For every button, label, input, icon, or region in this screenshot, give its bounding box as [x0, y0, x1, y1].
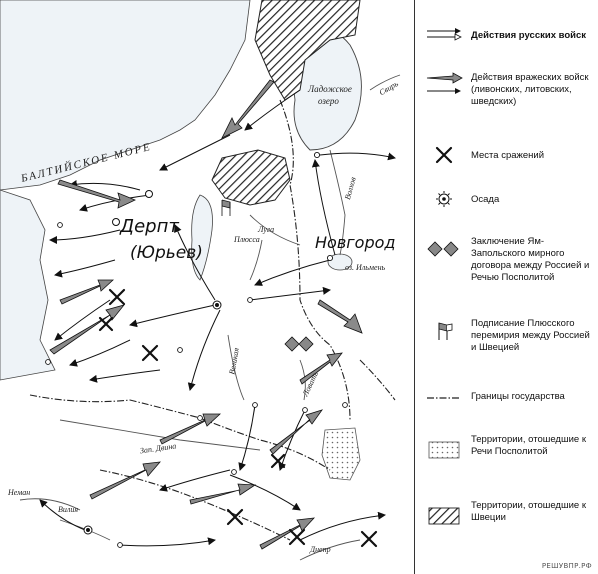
handwritten-yuryev: (Юрьев)	[130, 243, 203, 263]
battle-cross-icon	[425, 146, 463, 164]
legend-item-russian-actions	[421, 26, 595, 66]
border-line-icon	[425, 392, 463, 404]
handwritten-derpt: Дерпт	[120, 216, 179, 237]
map-peace-diamonds	[285, 337, 313, 351]
lake-peipus	[192, 195, 213, 280]
river-svir: Свирь	[377, 79, 400, 98]
legend-item-rp-territories	[421, 434, 595, 474]
river-dnepr: Днепр	[310, 545, 331, 554]
watermark: РЕШУВПР.РФ	[541, 562, 592, 570]
river-viliya: Вилия	[58, 505, 79, 514]
rp-territory	[322, 428, 360, 480]
peace-treaty-diamonds-icon	[425, 240, 463, 258]
river-volkhov: Волхов	[343, 176, 358, 201]
sweden-territory-icon	[425, 506, 463, 526]
map-truce-flags	[222, 200, 230, 216]
river-luga: Луга	[258, 225, 275, 234]
legend-label-enemy-actions: Действия вражеских войск (ливонских, литовских, шведских)	[471, 72, 589, 107]
legend-label-borders: Границы государства	[471, 391, 565, 402]
legend-item-peace-treaty	[421, 236, 595, 283]
ladoga-label-2: озеро	[318, 96, 339, 106]
legend-label-truce: Подписание Плюсского перемирия между Россией и Швецией	[471, 318, 590, 353]
legend-label-peace-treaty: Заключение Ям-Запольского мирного договора между Россией и Речью Посполитой	[471, 236, 590, 283]
sweden-territory-narva	[212, 150, 290, 205]
legend-item-enemy-actions	[421, 72, 595, 112]
river-velikaya: Великая	[227, 347, 241, 376]
baltic-sea	[0, 0, 250, 190]
legend-label-sweden-territories: Территории, отошедшие к Швеции	[471, 500, 586, 523]
truce-flags-icon	[425, 320, 463, 342]
legend	[414, 0, 598, 574]
river-plyussa: Плюсса	[234, 235, 260, 244]
river-lovat: Ловать	[300, 370, 320, 398]
lake-ilmen-label: оз. Ильмень	[345, 263, 386, 272]
legend-item-borders	[421, 390, 595, 430]
handwritten-novgorod: Новгород	[315, 233, 396, 252]
legend-item-truce	[421, 318, 595, 358]
russian-army-arrow-icon	[425, 26, 463, 42]
sea-label: БАЛТИЙСКОЕ МОРЕ	[19, 140, 153, 185]
legend-item-siege	[421, 190, 595, 230]
siege-icon	[425, 190, 463, 208]
enemy-army-arrow-icon	[425, 72, 463, 98]
legend-label-russian-actions: Действия русских войск	[471, 30, 587, 41]
legend-item-sweden-territories	[421, 500, 595, 540]
river-neman: Неман	[8, 488, 31, 497]
river-zap-dvina: Зап. Двина	[139, 441, 177, 456]
gulf-coast	[0, 190, 55, 380]
legend-label-siege: Осада	[471, 194, 500, 205]
legend-label-battles: Места сражений	[471, 150, 545, 161]
ladoga-label-1: Ладожское	[308, 84, 352, 94]
rp-territory-icon	[425, 440, 463, 460]
legend-item-battles	[421, 146, 595, 186]
legend-label-rp-territories: Территории, отошедшие к Речи Посполитой	[471, 434, 586, 457]
